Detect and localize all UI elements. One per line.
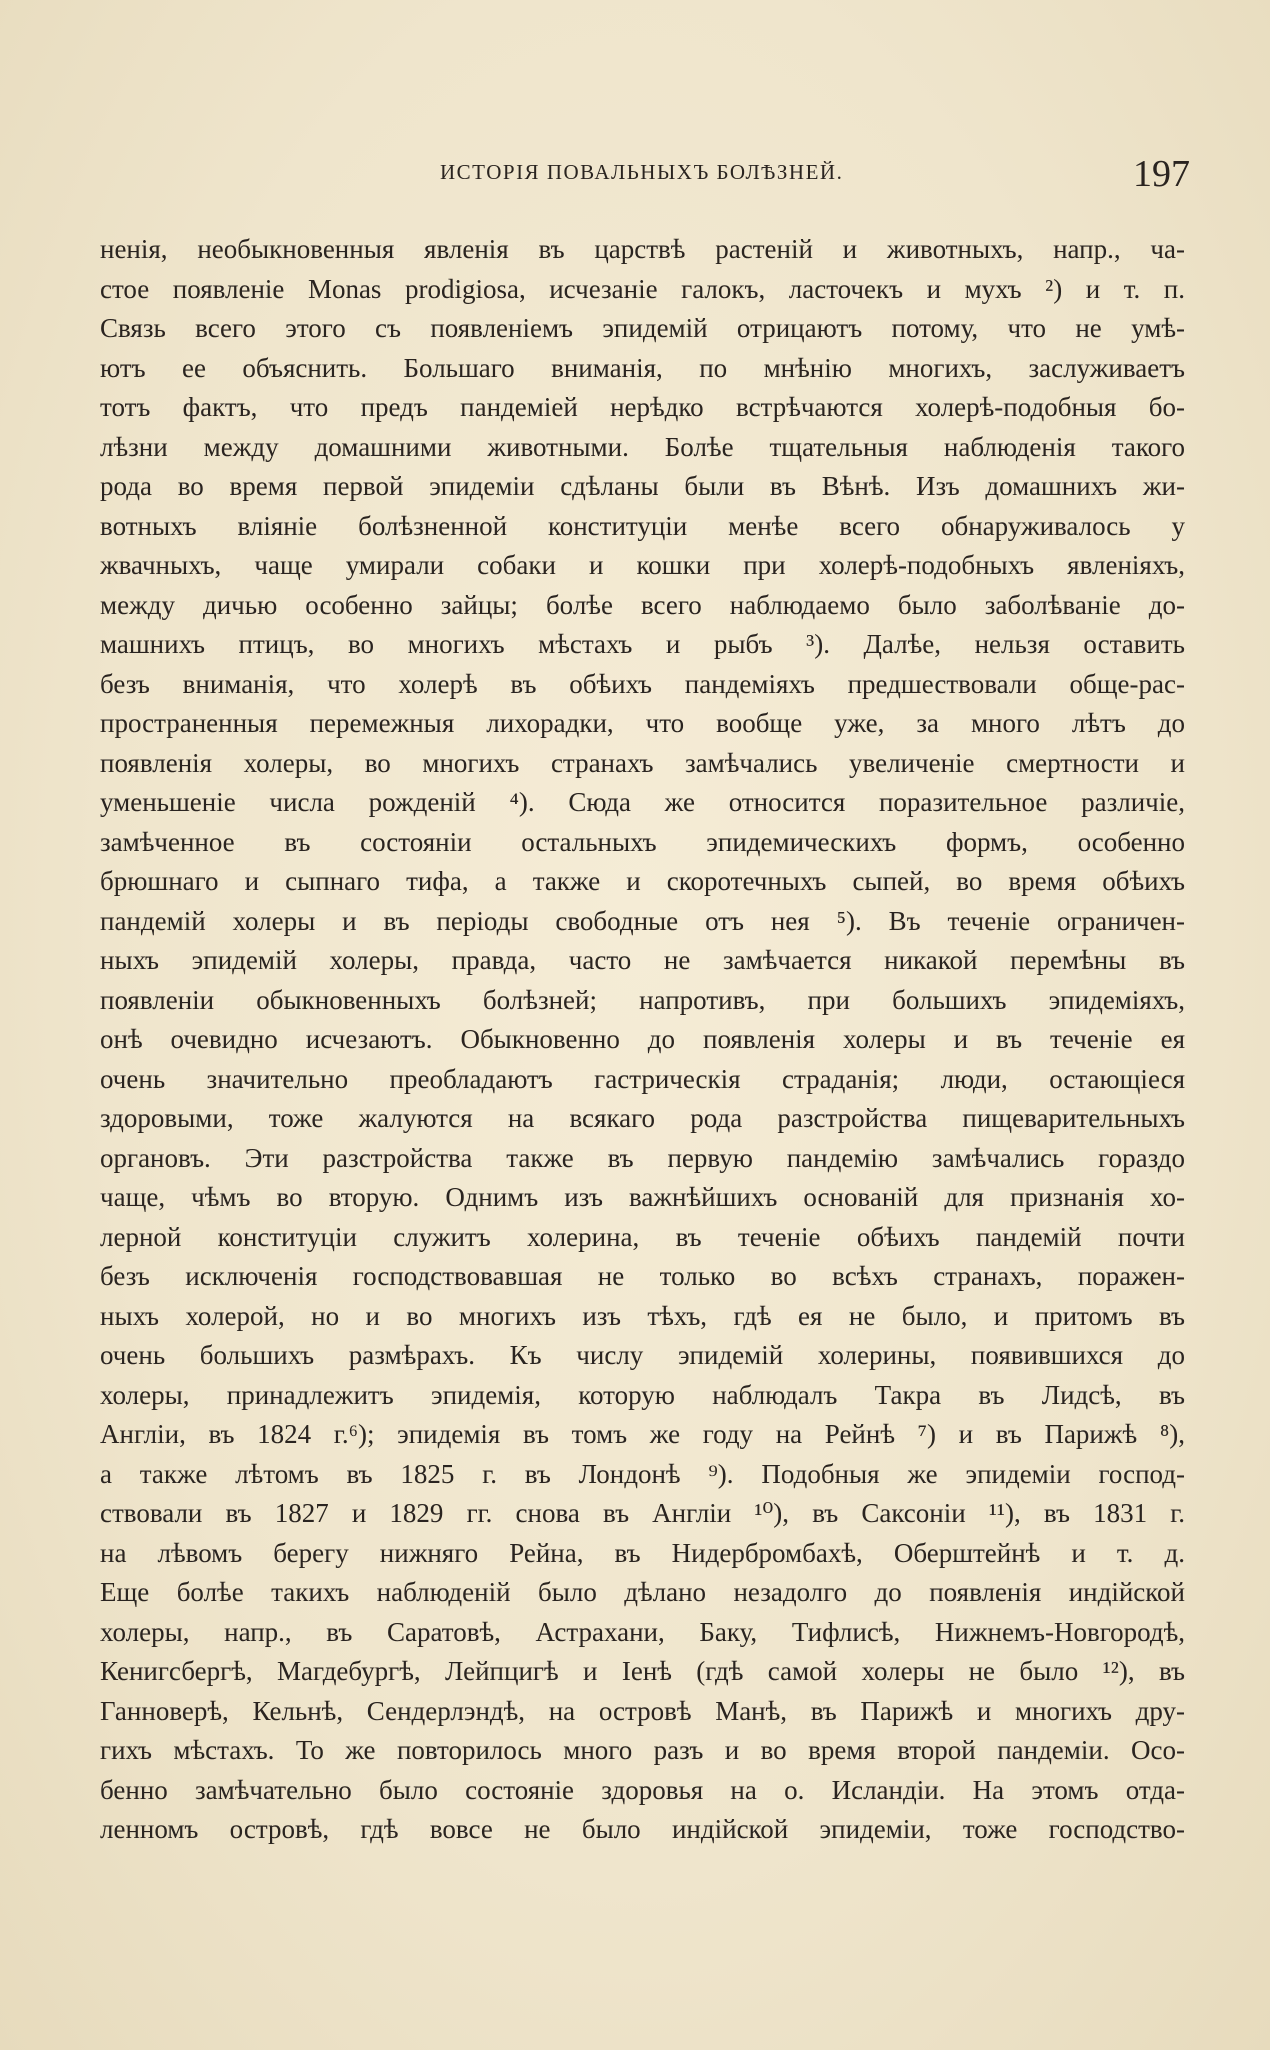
text-line: чаще, чѣмъ во вторую. Однимъ изъ важнѣйшихъ основаній для признанія хо-	[100, 1182, 1185, 1212]
text-line: а также лѣтомъ въ 1825 г. въ Лондонѣ ⁹). Подобныя же эпидеміи господ-	[100, 1458, 1185, 1489]
text-line: на лѣвомъ берегу нижняго Рейна, въ Нидербромбахѣ, Оберштейнѣ и т. д.	[100, 1537, 1185, 1568]
text-line: безъ исключенія господствовавшая не только во всѣхъ странахъ, поражен-	[100, 1261, 1185, 1291]
text-line: здоровыми, тоже жалуются на всякаго рода разстройства пищеварительныхъ	[100, 1103, 1185, 1133]
text-line: ленномъ островѣ, гдѣ вовсе не было индійской эпидеміи, тоже господство-	[100, 1814, 1185, 1844]
body-text	[100, 230, 1185, 1850]
text-line: пандемій холеры и въ періоды свободные отъ нея ⁵). Въ теченіе ограничен-	[100, 905, 1185, 936]
text-line: жвачныхъ, чаще умирали собаки и кошки при холерѣ-подобныхъ явленіяхъ,	[100, 550, 1185, 580]
text-line: безъ вниманія, что холерѣ въ обѣихъ пандеміяхъ предшествовали обще-рас-	[100, 668, 1185, 699]
text-line: органовъ. Эти разстройства также въ первую пандемію замѣчались гораздо	[100, 1142, 1185, 1173]
page-header	[0, 152, 1270, 202]
page-number: 197	[1133, 153, 1190, 195]
text-line: холеры, принадлежитъ эпидемія, которую наблюдалъ Такра въ Лидсѣ, въ	[100, 1379, 1185, 1410]
text-line: ютъ ее объяснить. Большаго вниманія, по мнѣнію многихъ, заслуживаетъ	[100, 352, 1185, 383]
text-line: Еще болѣе такихъ наблюденій было дѣлано незадолго до появленія индійской	[100, 1577, 1185, 1607]
text-line: Ганноверѣ, Кельнѣ, Сендерлэндѣ, на островѣ Манѣ, въ Парижѣ и многихъ дру-	[100, 1695, 1185, 1726]
text-line: брюшнаго и сыпнаго тифа, а также и скоротечныхъ сыпей, во время обѣихъ	[100, 866, 1185, 896]
running-head: ИСТОРІЯ ПОВАЛЬНЫХЪ БОЛѢЗНЕЙ.	[440, 160, 844, 184]
text-line: Связь всего этого съ появленіемъ эпидемій отрицаютъ потому, что не умѣ-	[100, 313, 1185, 343]
text-line: вотныхъ вліяніе болѣзненной конституціи менѣе всего обнаруживалось у	[100, 510, 1185, 541]
text-line: появленія холеры, во многихъ странахъ замѣчались увеличеніе смертности и	[100, 747, 1185, 778]
text-line: гихъ мѣстахъ. То же повторилось много разъ и во время второй пандеміи. Осо-	[100, 1735, 1185, 1765]
text-line: лѣзни между домашними животными. Болѣе тщательныя наблюденія такого	[100, 431, 1185, 462]
text-line: холеры, напр., въ Саратовѣ, Астрахани, Баку, Тифлисѣ, Нижнемъ-Новгородѣ,	[100, 1616, 1185, 1647]
text-line: Англіи, въ 1824 г.⁶); эпидемія въ томъ же году на Рейнѣ ⁷) и въ Парижѣ ⁸),	[100, 1419, 1185, 1449]
text-line: ныхъ холерой, но и во многихъ изъ тѣхъ, гдѣ ея не было, и притомъ въ	[100, 1300, 1185, 1331]
text-line: замѣченное въ состояніи остальныхъ эпидемическихъ формъ, особенно	[100, 826, 1185, 857]
text-line: стое появленіе Monas prodigiosa, исчезаніе галокъ, ласточекъ и мухъ ²) и т. п.	[100, 273, 1185, 304]
text-line: Кенигсбергѣ, Магдебургѣ, Лейпцигѣ и Іенѣ (гдѣ самой холеры не было ¹²), въ	[100, 1656, 1185, 1686]
text-line: уменьшеніе числа рожденій ⁴). Сюда же относится поразительное различіе,	[100, 787, 1185, 817]
text-line: очень большихъ размѣрахъ. Къ числу эпидемій холерины, появившихся до	[100, 1340, 1185, 1370]
text-line: тотъ фактъ, что предъ пандеміей нерѣдко встрѣчаются холерѣ-подобныя бо-	[100, 392, 1185, 422]
text-line: ненія, необыкновенныя явленія въ царствѣ растеній и животныхъ, напр., ча-	[100, 234, 1185, 264]
text-line: машнихъ птицъ, во многихъ мѣстахъ и рыбъ ³). Далѣе, нельзя оставить	[100, 629, 1185, 659]
text-line: между дичью особенно зайцы; болѣе всего наблюдаемо было заболѣваніе до-	[100, 589, 1185, 620]
text-line: рода во время первой эпидеміи сдѣланы были въ Вѣнѣ. Изъ домашнихъ жи-	[100, 471, 1185, 501]
text-line: лерной конституціи служитъ холерина, въ теченіе обѣихъ пандемій почти	[100, 1221, 1185, 1252]
text-line: ствовали въ 1827 и 1829 гг. снова въ Англіи ¹⁰), въ Саксоніи ¹¹), въ 1831 г.	[100, 1498, 1185, 1528]
text-line: появленіи обыкновенныхъ болѣзней; напротивъ, при большихъ эпидеміяхъ,	[100, 984, 1185, 1015]
text-line: пространенныя перемежныя лихорадки, что вообще уже, за много лѣтъ до	[100, 708, 1185, 738]
text-line: онѣ очевидно исчезаютъ. Обыкновенно до появленія холеры и въ теченіе ея	[100, 1024, 1185, 1054]
text-line: ныхъ эпидемій холеры, правда, часто не замѣчается никакой перемѣны въ	[100, 945, 1185, 975]
text-line: очень значительно преобладаютъ гастрическія страданія; люди, остающіеся	[100, 1063, 1185, 1094]
text-line: бенно замѣчательно было состояніе здоровья на о. Исландіи. На этомъ отда-	[100, 1774, 1185, 1805]
